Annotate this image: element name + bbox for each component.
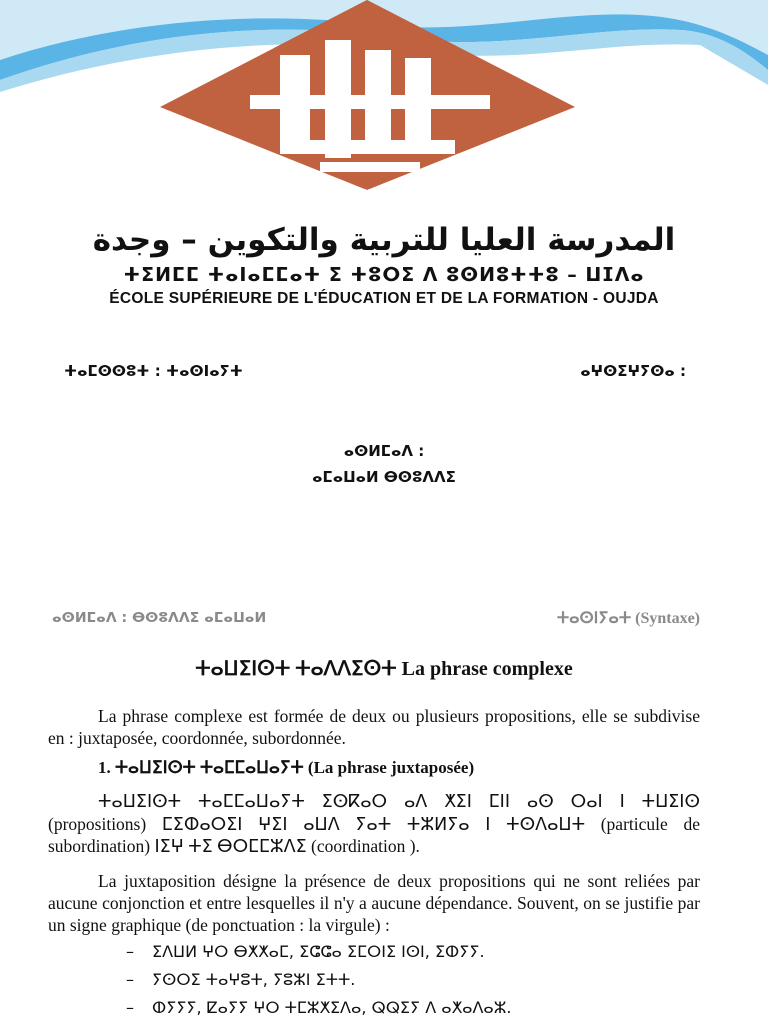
list-item-text: ⵀⵢⵢⵢ, ⵇⴰⵢⵢ ⵖⵔ ⵜⵎⵣⵅⵉⴷⴰ, ⵕⵕⵉⵢ ⴷ ⴰⵅⴰⴷⴰⵣ.: [152, 998, 512, 1017]
header-author-gray: ⴰⵙⵍⵎⴰⴷ : ⴱⵙⵓⴷⴷⵉ ⴰⵎⴰⵡⴰⵍ: [52, 610, 267, 626]
school-logo: [160, 0, 575, 215]
paragraph-intro: [48, 705, 700, 749]
paragraph-definition-part4: (coordination ).: [311, 836, 420, 856]
list-item: – ⵉⴷⵡⵍ ⵖⵔ ⴱⵅⵅⴰⵎ, ⵉⵛⵛⴰ ⵉⵎⵔⵏⵉ ⵏⵙⵏ, ⵉⵀⵢⵢ.: [126, 942, 485, 961]
paragraph-definition-part2: (propositions) ⵎⵉⵀⴰⵔⵉⵏ ⵖⵉⵏ ⴰⵡⴷ ⵢⴰⵜ ⵜⵣⵍⵢⴰ ⵏ ⵜⵙⴷⴰⵡⵜ: [48, 814, 586, 834]
lesson-title: ⵜⴰⵡⵉⵏⵙⵜ ⵜⴰⴷⴷⵉⵙⵜ La phrase complexe: [195, 658, 573, 680]
paragraph-definition-part1: ⵜⴰⵡⵉⵏⵙⵜ ⵜⴰⵎⵎⴰⵡⴰⵢⵜ ⵉⵙⴽⴰⵔ ⴰⴷ ⵅⵉⵏ ⵎⵏⵏ ⴰⵙ ⵔⴰⵏ ⵏ ⵜⵡⵉⵏⵙ: [98, 792, 700, 812]
paragraph-definition-part3: (particule de subordination) ⵏⵉⵖ ⵜⵉ ⴱⵔⵎⵎⵣⴷⵉ: [48, 814, 701, 856]
professor-block: [0, 438, 768, 490]
list-item-text: ⵢⵙⵔⵉ ⵜⴰⵖⵓⵜ, ⵢⵓⵣⵏ ⵉⵜⵜ.: [152, 970, 356, 989]
logo-year-gregorian: 1978: [357, 199, 377, 210]
list-item-text: ⵉⴷⵡⵍ ⵖⵔ ⴱⵅⵅⴰⵎ, ⵉⵛⵛⴰ ⵉⵎⵔⵏⵉ ⵏⵙⵏ, ⵉⵀⵢⵢ.: [152, 942, 485, 961]
professor-label: ⴰⵙⵍⵎⴰⴷ :: [343, 442, 425, 460]
list-item: – ⵀⵢⵢⵢ, ⵇⴰⵢⵢ ⵖⵔ ⵜⵎⵣⵅⵉⴷⴰ, ⵕⵕⵉⵢ ⴷ ⴰⵅⴰⴷⴰⵣ.: [126, 998, 512, 1017]
professor-name: ⴰⵎⴰⵡⴰⵍ ⴱⵙⵓⴷⴷⵉ: [312, 468, 456, 486]
logo-year-hijri: 1398: [357, 188, 377, 199]
header-subject-gray: ⵜⴰⵙⵏⵢⴰⵜ (Syntaxe): [556, 610, 700, 627]
field-label-left: ⵜⴰⵎⵙⵙⵓⵜ : ⵜⴰⵙⵏⴰⵢⵜ: [64, 362, 243, 380]
paragraph-juxtaposition-text: La juxtaposition désigne la présence de deux propositions qui ne sont reliées par aucune conjonction et entre lesquelles il n'y a aucune dépendance. Souvent, on se justifie par un signe graphique (de ponctuation : la virgule) :: [48, 871, 700, 935]
paragraph-juxtaposition: [48, 870, 700, 936]
school-name-french: ÉCOLE SUPÉRIEURE DE L'ÉDUCATION ET DE LA FORMATION - OUJDA: [109, 290, 659, 307]
paragraph-intro-text: La phrase complexe est formée de deux ou plusieurs propositions, elle se subdivise en : juxtaposée, coordonnée, subordonnée.: [48, 706, 700, 748]
school-name-tifinagh: ⵜⵉⵍⵎⵎ ⵜⴰⵏⴰⵎⵎⴰⵜ ⵉ ⵜⵓⵔⵉ ⴷ ⵓⵙⵍⵓⵜⵜⵓ – ⵡⵊⴷⴰ: [123, 264, 645, 286]
section-heading-juxtaposee: 1. ⵜⴰⵡⵉⵏⵙⵜ ⵜⴰⵎⵎⴰⵡⴰⵢⵜ (La phrase juxtaposée): [98, 758, 475, 777]
school-name-arabic: المدرسة العليا للتربية والتكوين – وجدة: [92, 222, 676, 258]
list-item: – ⵢⵙⵔⵉ ⵜⴰⵖⵓⵜ, ⵢⵓⵣⵏ ⵉⵜⵜ.: [126, 970, 356, 989]
paragraph-definition: [48, 790, 700, 857]
field-label-right: ⴰⵖⵙⵉⵖⵢⵙⴰ :: [580, 362, 686, 380]
